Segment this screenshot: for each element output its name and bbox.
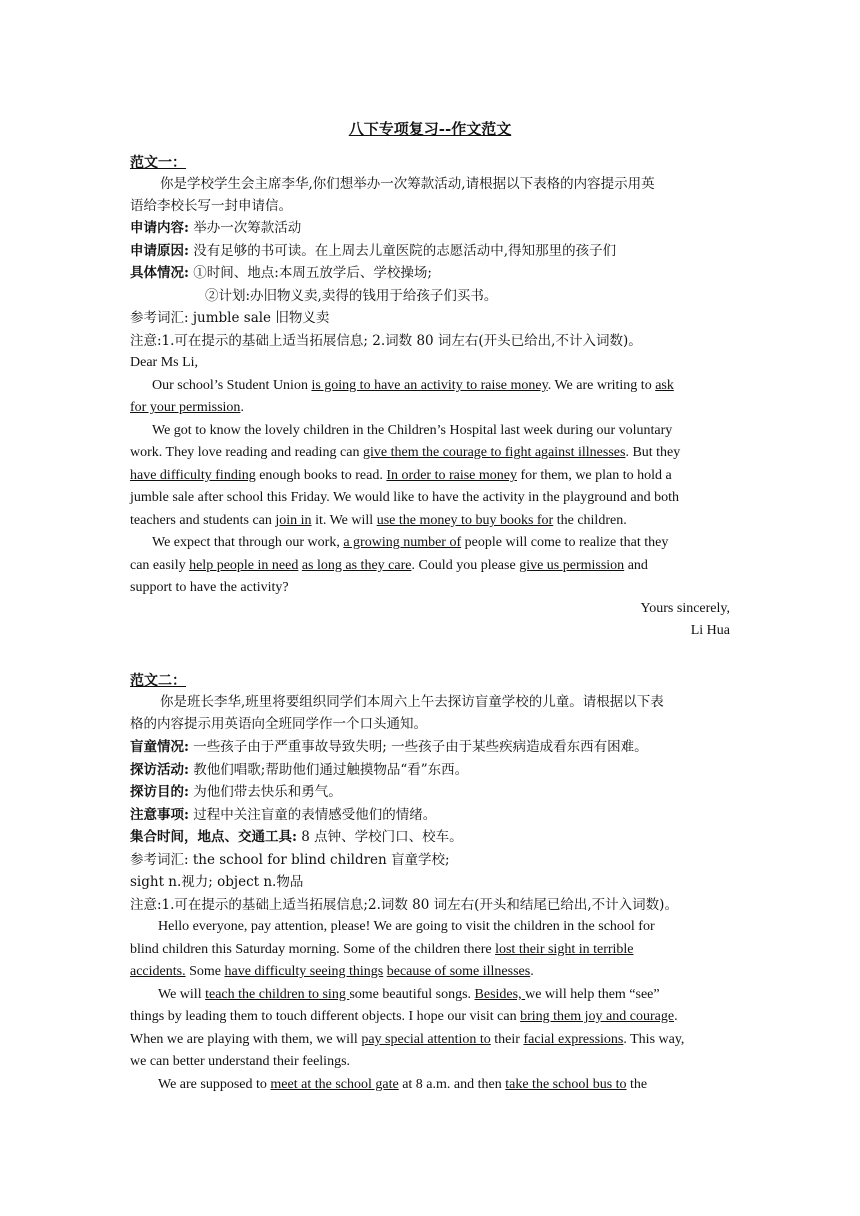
essay1-closing: Yours sincerely, (640, 601, 730, 616)
essay1-paragraph-line: Our school’s Student Union is going to have an activity to raise money. We are writing to ask (152, 378, 674, 393)
row-text: 没有足够的书可读。在上周去儿童医院的志愿活动中,得知那里的孩子们 (193, 243, 617, 259)
page-title: 八下专项复习--作文范文 (348, 120, 512, 138)
essay2-paragraph-line: We will teach the children to sing some beautiful songs. Besides, we will help them “see” (158, 987, 660, 1002)
row-text: 举办一次筹款活动 (193, 220, 302, 236)
essay2-prompt: 你是班长李华,班里将要组织同学们本周六上午去探访盲童学校的儿童。请根据以下表 (160, 694, 664, 710)
essay2-paragraph-line: accidents. Some have difficulty seeing things because of some illnesses. (130, 964, 534, 979)
essay2-paragraph-line: blind children this Saturday morning. Some of the children there lost their sight in terrible (130, 942, 634, 957)
essay1-paragraph-line: We got to know the lovely children in the Children’s Hospital last week during our voluntary (152, 423, 673, 438)
essay1-paragraph-line: can easily help people in need as long as they care. Could you please give us permission and (130, 558, 648, 573)
essay2-note: 注意:1.可在提示的基础上适当拓展信息;2.词数 80 词左右(开头和结尾已给出,不计入词数)。 (130, 897, 678, 913)
essay1-note: 注意:1.可在提示的基础上适当拓展信息; 2.词数 80 词左右(开头已给出,不计入词数)。 (130, 333, 642, 349)
essay2-row-activity: 探访活动: 教他们唱歌;帮助他们通过触摸物品“看”东西。 (130, 762, 469, 778)
essay1-prompt-cont: 语给李校长写一封申请信。 (130, 198, 292, 214)
essay2-heading: 范文二： (130, 673, 186, 689)
essay2-paragraph-line: things by leading them to touch different objects. I hope our visit can bring them joy and courage. (130, 1009, 678, 1024)
essay1-paragraph-line: We expect that through our work, a growing number of people will come to realize that they (152, 535, 669, 550)
essay1-greeting: Dear Ms Li, (130, 355, 199, 370)
essay1-signature: Li Hua (690, 623, 730, 638)
essay1-paragraph-line: jumble sale after school this Friday. We would like to have the activity in the playground and both (130, 490, 680, 505)
essay2-vocab-cont: sight n.视力; object n.物品 (130, 874, 304, 890)
essay1-paragraph-line: for your permission. (130, 400, 244, 415)
essay1-row-content (130, 218, 301, 238)
essay2-row-purpose: 探访目的: 为他们带去快乐和勇气。 (130, 784, 342, 800)
essay2-paragraph-line: we can better understand their feelings. (130, 1054, 351, 1069)
essay2-paragraph-line: We are supposed to meet at the school gate at 8 a.m. and then take the school bus to the (158, 1077, 648, 1092)
essay2-prompt-cont: 格的内容提示用英语向全班同学作一个口头通知。 (130, 716, 427, 732)
essay1-row-plan: ②计划:办旧物义卖,卖得的钱用于给孩子们买书。 (205, 288, 498, 304)
row-label: 申请原因: (130, 243, 189, 259)
essay1-paragraph-line: have difficulty finding enough books to read. In order to raise money for them, we plan to hold a (130, 468, 672, 483)
essay1-row-details (130, 263, 432, 283)
essay1-heading: 范文一： (130, 155, 186, 171)
essay1-prompt: 你是学校学生会主席李华,你们想举办一次筹款活动,请根据以下表格的内容提示用英 (160, 176, 655, 192)
essay2-paragraph-line: Hello everyone, pay attention, please! We are going to visit the children in the school for (158, 919, 655, 934)
row-label: 具体情况: (130, 265, 189, 281)
essay1-paragraph-line: teachers and students can join in it. We will use the money to buy books for the children. (130, 513, 627, 528)
essay2-paragraph-line: When we are playing with them, we will pay special attention to their facial expressions. This way, (130, 1032, 685, 1047)
essay2-row-meeting: 集合时间，地点、交通工具: 8 点钟、学校门口、校车。 (130, 829, 463, 845)
essay1-vocab: 参考词汇: jumble sale 旧物义卖 (130, 310, 330, 326)
essay2-vocab: 参考词汇: the school for blind children 盲童学校; (130, 852, 450, 868)
essay1-paragraph-line: work. They love reading and reading can give them the courage to fight against illnesses. But they (130, 445, 681, 460)
row-text: ①时间、地点:本周五放学后、学校操场; (193, 265, 432, 281)
essay1-paragraph-line: support to have the activity? (130, 580, 289, 595)
row-label: 申请内容: (130, 220, 189, 236)
essay1-row-reason (130, 241, 616, 261)
essay2-row-situation: 盲童情况: 一些孩子由于严重事故导致失明; 一些孩子由于某些疾病造成看东西有困难。 (130, 739, 648, 755)
essay2-row-notes: 注意事项: 过程中关注盲童的表情感受他们的情绪。 (130, 807, 437, 823)
